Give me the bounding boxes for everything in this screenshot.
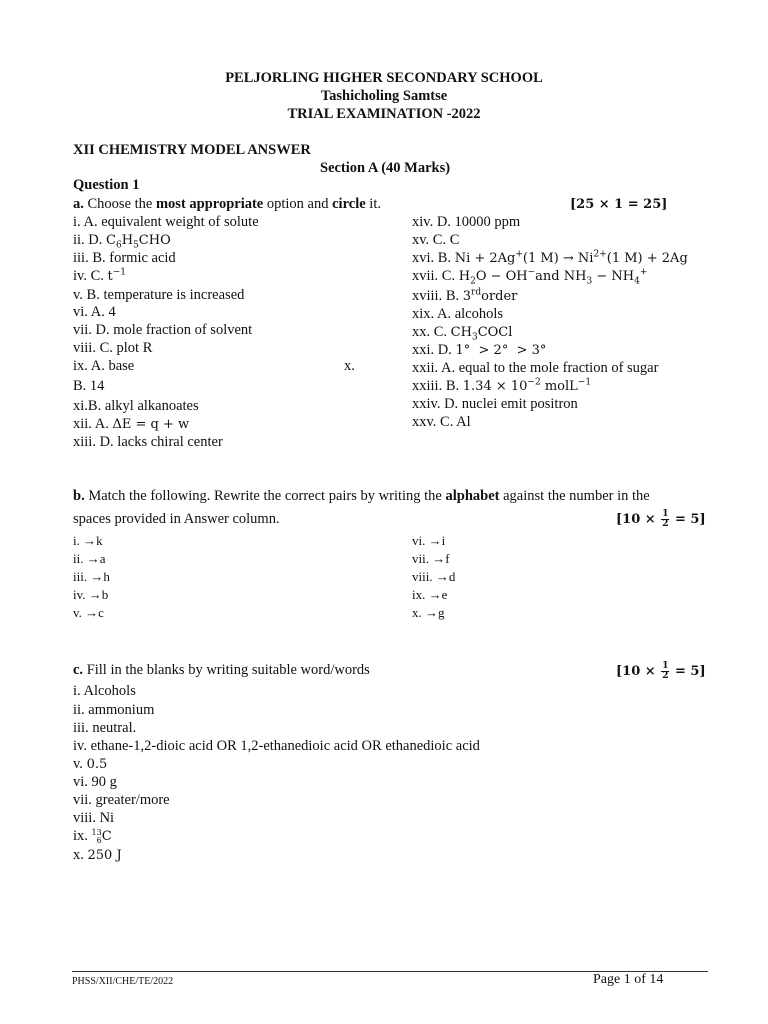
blank-ix: ix. 13 6C xyxy=(73,827,112,845)
answer-i: i. A. equivalent weight of solute xyxy=(73,214,259,230)
match-i: i. →k xyxy=(73,533,103,548)
match-iv: iv. →b xyxy=(73,587,109,602)
footer-code: PHSS/XII/CHE/TE/2022 xyxy=(72,976,174,987)
answer-xvi: xvi. B. Ni + 2Ag+(1 $M) \to Ni^{2+}(1$ M) + 2Ag xyxy=(412,249,688,266)
answer-xi: xi.B. alkyl alkanoates xyxy=(73,398,199,414)
question-1-heading: Question 1 xyxy=(73,177,140,193)
answer-xxi: xxi. D. 1° > 2° > 3° xyxy=(412,342,547,358)
answer-xvii: xvii. C. $H_2O - OH^-and$ $NH_3 - NH_4^+$ xyxy=(412,267,648,287)
part-c-instruction: c. Fill in the blanks by writing suitable word/words xyxy=(73,662,370,678)
blank-iii: iii. neutral. xyxy=(73,720,137,736)
answer-xxiii: xxiii. B. $1.34 \times 10^{-2}$ molL$^{-1}$ xyxy=(412,377,592,394)
part-c-label: c. xyxy=(73,662,84,678)
answer-xx: xx. C. $CH_3COCl$ xyxy=(412,324,513,343)
answer-vii: vii. D. mole fraction of solvent xyxy=(73,322,253,338)
answer-xxii: xxii. A. equal to the mole fraction of sugar xyxy=(412,360,659,376)
blank-i: i. Alcohols xyxy=(73,683,136,699)
match-v: v. →c xyxy=(73,605,104,620)
match-viii: viii. →d xyxy=(412,569,456,584)
blank-viii: viii. Ni xyxy=(73,810,115,826)
answer-xviii: xviii. B. 3rdorder xyxy=(412,287,518,304)
match-vii: vii. →f xyxy=(412,551,450,566)
school-name: PELJORLING HIGHER SECONDARY SCHOOL xyxy=(225,70,543,86)
part-b-marks: [10 × $\frac{1}{2}$ = 5] xyxy=(616,509,706,529)
blank-vi: vi. 90 g xyxy=(73,774,117,790)
answer-iii: iii. B. formic acid xyxy=(73,250,176,266)
match-x: x. →g xyxy=(412,605,445,620)
blank-v: v. 0.5 xyxy=(73,756,108,772)
part-b-label: b. xyxy=(73,488,85,504)
part-a-marks: [25 × 1 = 25] xyxy=(570,197,668,212)
exam-title: TRIAL EXAMINATION -2022 xyxy=(287,106,481,122)
answer-viii: viii. C. plot R xyxy=(73,340,153,356)
answer-xv: xv. C. C xyxy=(412,232,460,248)
answer-xxv: xxv. C. Al xyxy=(412,414,471,430)
blank-vii: vii. greater/more xyxy=(73,792,170,808)
answer-ix: ix. A. base xyxy=(73,358,135,374)
section-title: Section A (40 Marks) xyxy=(320,160,451,176)
answer-iv: iv. C. $t^{-1}$ xyxy=(73,267,127,284)
match-ix: ix. →e xyxy=(412,587,448,602)
answer-xiv: xiv. D. 10000 ppm xyxy=(412,214,521,230)
answer-v: v. B. temperature is increased xyxy=(73,287,245,303)
match-ii: ii. →a xyxy=(73,551,106,566)
answer-x: B. 14 xyxy=(73,378,105,394)
part-a-instruction: a. Choose the most appropriate option and circle it. xyxy=(73,196,381,212)
answer-xxiv: xxiv. D. nuclei emit positron xyxy=(412,396,578,412)
match-vi: vi. →i xyxy=(412,533,446,548)
match-iii: iii. →h xyxy=(73,569,110,584)
answer-xix: xix. A. alcohols xyxy=(412,306,504,322)
blank-ii: ii. ammonium xyxy=(73,702,155,718)
part-b-instruction: b. Match the following. Rewrite the correct pairs by writing the alphabet against the number in the xyxy=(73,488,650,504)
part-a-label: a. xyxy=(73,196,84,212)
part-b-instruction-line2: spaces provided in Answer column. xyxy=(73,511,280,527)
answer-xii: xii. A. ΔE = q + w xyxy=(73,416,190,432)
school-location: Tashicholing Samtse xyxy=(320,88,448,104)
answer-vi: vi. A. 4 xyxy=(73,304,116,320)
blank-iv: iv. ethane-1,2-dioic acid OR 1,2-ethanedioic acid OR ethanedioic acid xyxy=(73,738,480,754)
doc-title: XII CHEMISTRY MODEL ANSWER xyxy=(73,142,311,158)
answer-x-label: x. xyxy=(344,358,355,374)
page-number: Page 1 of 14 xyxy=(593,972,664,987)
answer-ii: ii. D. $C_6H_5CHO$ xyxy=(73,232,171,251)
part-c-marks: [10 × $\frac{1}{2}$ = 5] xyxy=(616,661,706,681)
blank-x: x. 250 J xyxy=(73,847,122,863)
answer-xiii: xiii. D. lacks chiral center xyxy=(73,434,223,450)
